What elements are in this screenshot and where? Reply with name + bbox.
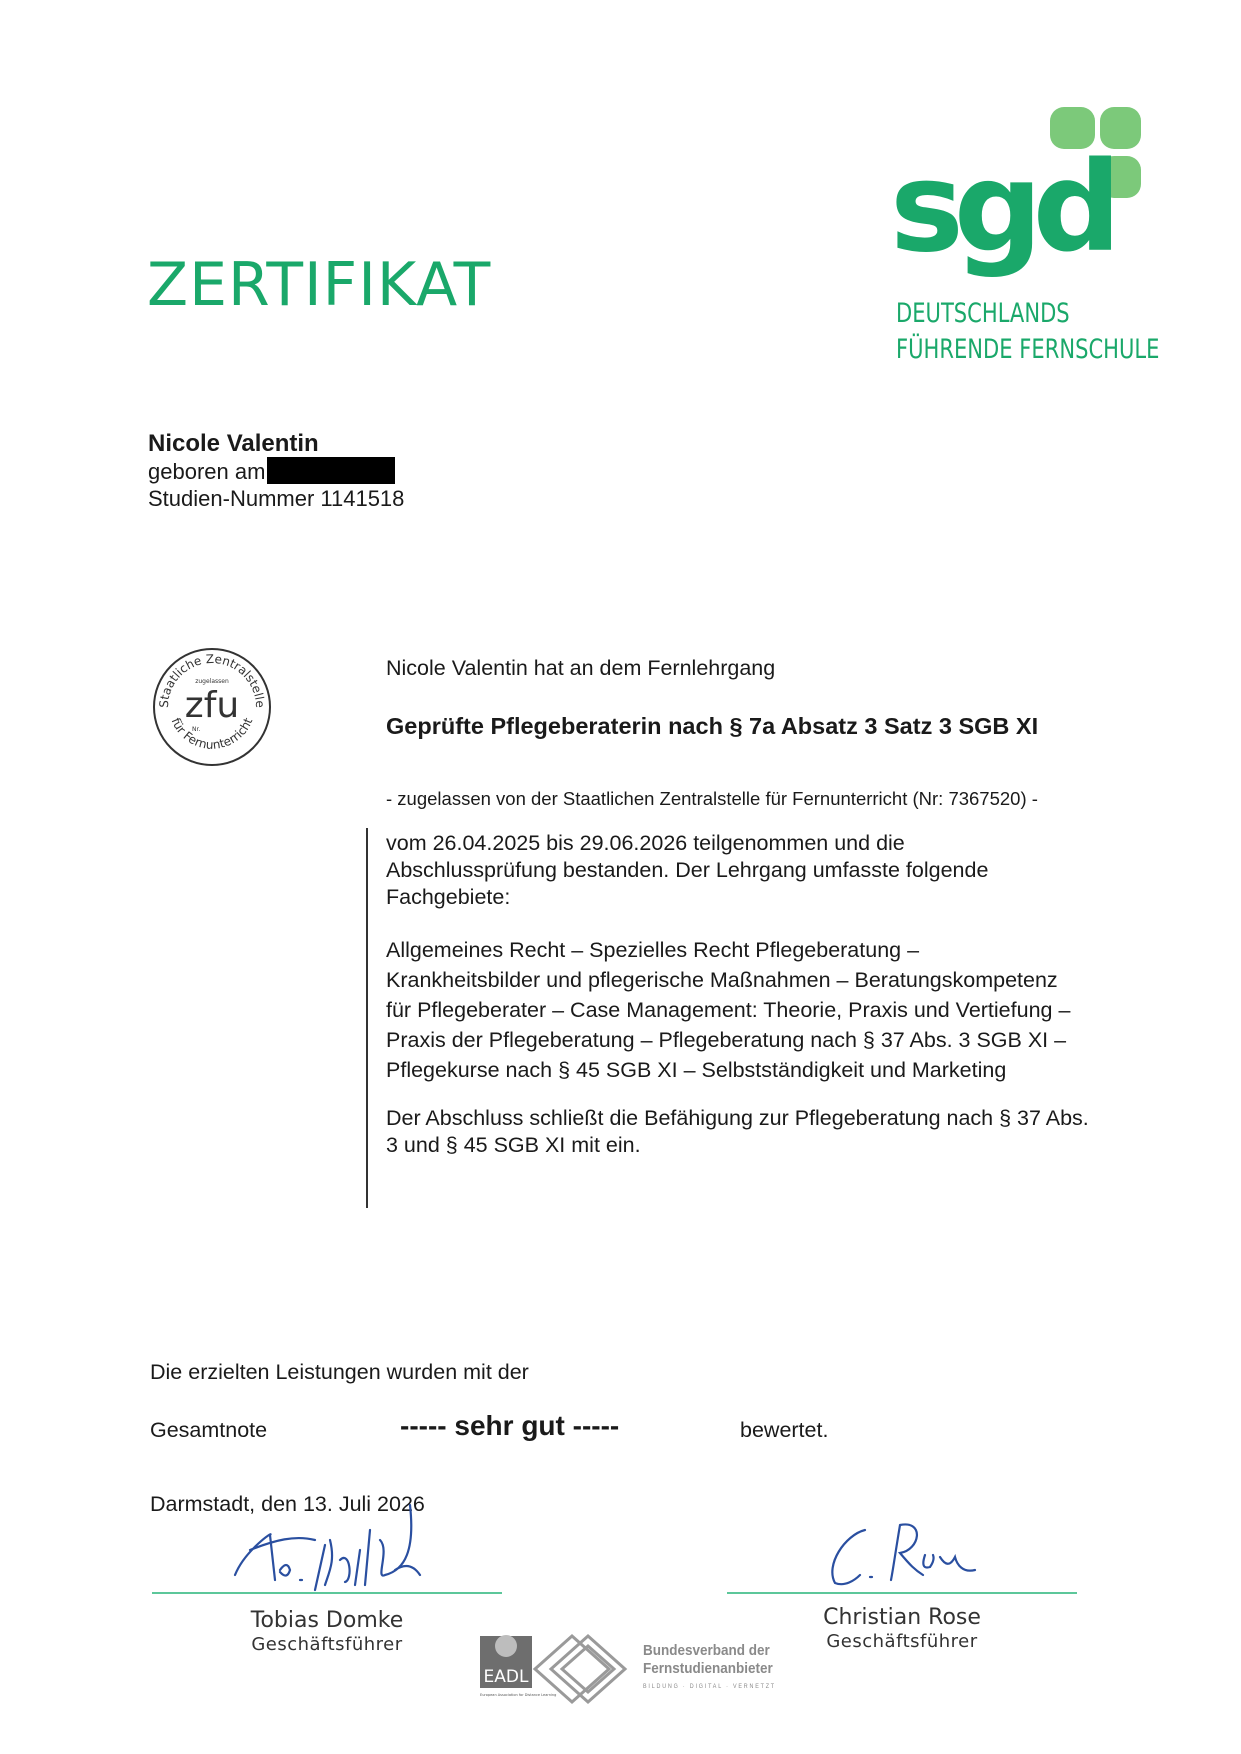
signer-name: Christian Rose — [823, 1605, 981, 1630]
eadl-sub-text: European Association for Distance Learning — [480, 1693, 557, 1697]
sgd-wordmark: sgd — [890, 136, 1112, 280]
intro-text: Nicole Valentin hat an dem Fernlehrgang — [386, 656, 776, 680]
signature-line-right — [727, 1592, 1077, 1594]
grade-suffix: bewertet. — [740, 1418, 829, 1442]
seal-top-text: Staatliche Zentralstelle — [156, 651, 268, 709]
signer-role: Geschäftsführer — [826, 1631, 978, 1652]
result-intro: Die erzielten Leistungen wurden mit der — [150, 1360, 529, 1384]
approval-line: - zugelassen von der Staatlichen Zentralstelle für Fernunterricht (Nr: 7367520) - — [386, 788, 1038, 809]
place-date: Darmstadt, den 13. Juli 2026 — [150, 1492, 425, 1516]
tagline-line2: FÜHRENDE FERNSCHULE — [896, 334, 1160, 365]
assoc-line1: Bundesverband der — [643, 1642, 770, 1659]
signature-line-left — [152, 1592, 502, 1594]
subjects-list — [386, 935, 1126, 1085]
signature-right — [815, 1515, 995, 1600]
grade-value: ----- sehr gut ----- — [400, 1410, 620, 1441]
assoc-line3: BILDUNG · DIGITAL · VERNETZT — [643, 1684, 776, 1690]
course-title: Geprüfte Pflegeberaterin nach § 7a Absatz 3 Satz 3 SGB XI — [386, 713, 1039, 739]
subject-line: für Pflegeberater – Case Management: Theorie, Praxis und Vertiefung – — [386, 998, 1071, 1022]
subject-line: Praxis der Pflegeberatung – Pflegeberatung nach § 37 Abs. 3 SGB XI – — [386, 1028, 1067, 1052]
seal-small-top: zugelassen — [195, 678, 229, 685]
redacted-birthdate — [267, 457, 395, 484]
subject-line: Allgemeines Recht – Spezielles Recht Pflegeberatung – — [386, 938, 920, 962]
grade-label: Gesamtnote — [150, 1418, 268, 1442]
student-number: Studien-Nummer 1141518 — [148, 486, 405, 511]
bdfa-text — [643, 1642, 776, 1696]
eadl-logo — [480, 1632, 640, 1712]
subject-line: Krankheitsbilder und pflegerische Maßnahmen – Beratungskompetenz — [386, 968, 1058, 992]
signer-name: Tobias Domke — [250, 1608, 404, 1633]
recipient-name: Nicole Valentin — [148, 430, 319, 457]
zfu-seal — [150, 645, 274, 774]
seal-small-bottom: Nr. — [192, 726, 201, 733]
seal-mark: zfu — [184, 685, 240, 726]
recipient-block — [148, 430, 404, 512]
subject-line: Pflegekurse nach § 45 SGB XI – Selbstständigkeit und Marketing — [386, 1058, 1007, 1082]
logo-tagline — [896, 296, 1159, 368]
signer-left — [152, 1608, 502, 1656]
signer-right — [727, 1605, 1077, 1653]
born-label: geboren am — [148, 459, 266, 484]
tagline-line1: DEUTSCHLANDS — [896, 298, 1070, 329]
assoc-line2: Fernstudienanbieter — [643, 1660, 773, 1677]
certificate-title: ZERTIFIKAT — [147, 250, 492, 320]
signer-role: Geschäftsführer — [251, 1634, 403, 1655]
closing-text: Der Abschluss schließt die Befähigung zur Pflegeberatung nach § 37 Abs. 3 und § 45 SGB XI mit ein. — [386, 1106, 1089, 1157]
seal-bottom-text: für Fernunterricht — [168, 715, 256, 752]
sgd-logo — [890, 100, 1150, 295]
eadl-text: EADL — [483, 1667, 529, 1687]
period-text: vom 26.04.2025 bis 29.06.2026 teilgenommen und die Abschlussprüfung bestanden. Der Lehrgang umfasste folgende Fachgebiete: — [386, 831, 989, 909]
vertical-divider — [366, 828, 368, 1208]
